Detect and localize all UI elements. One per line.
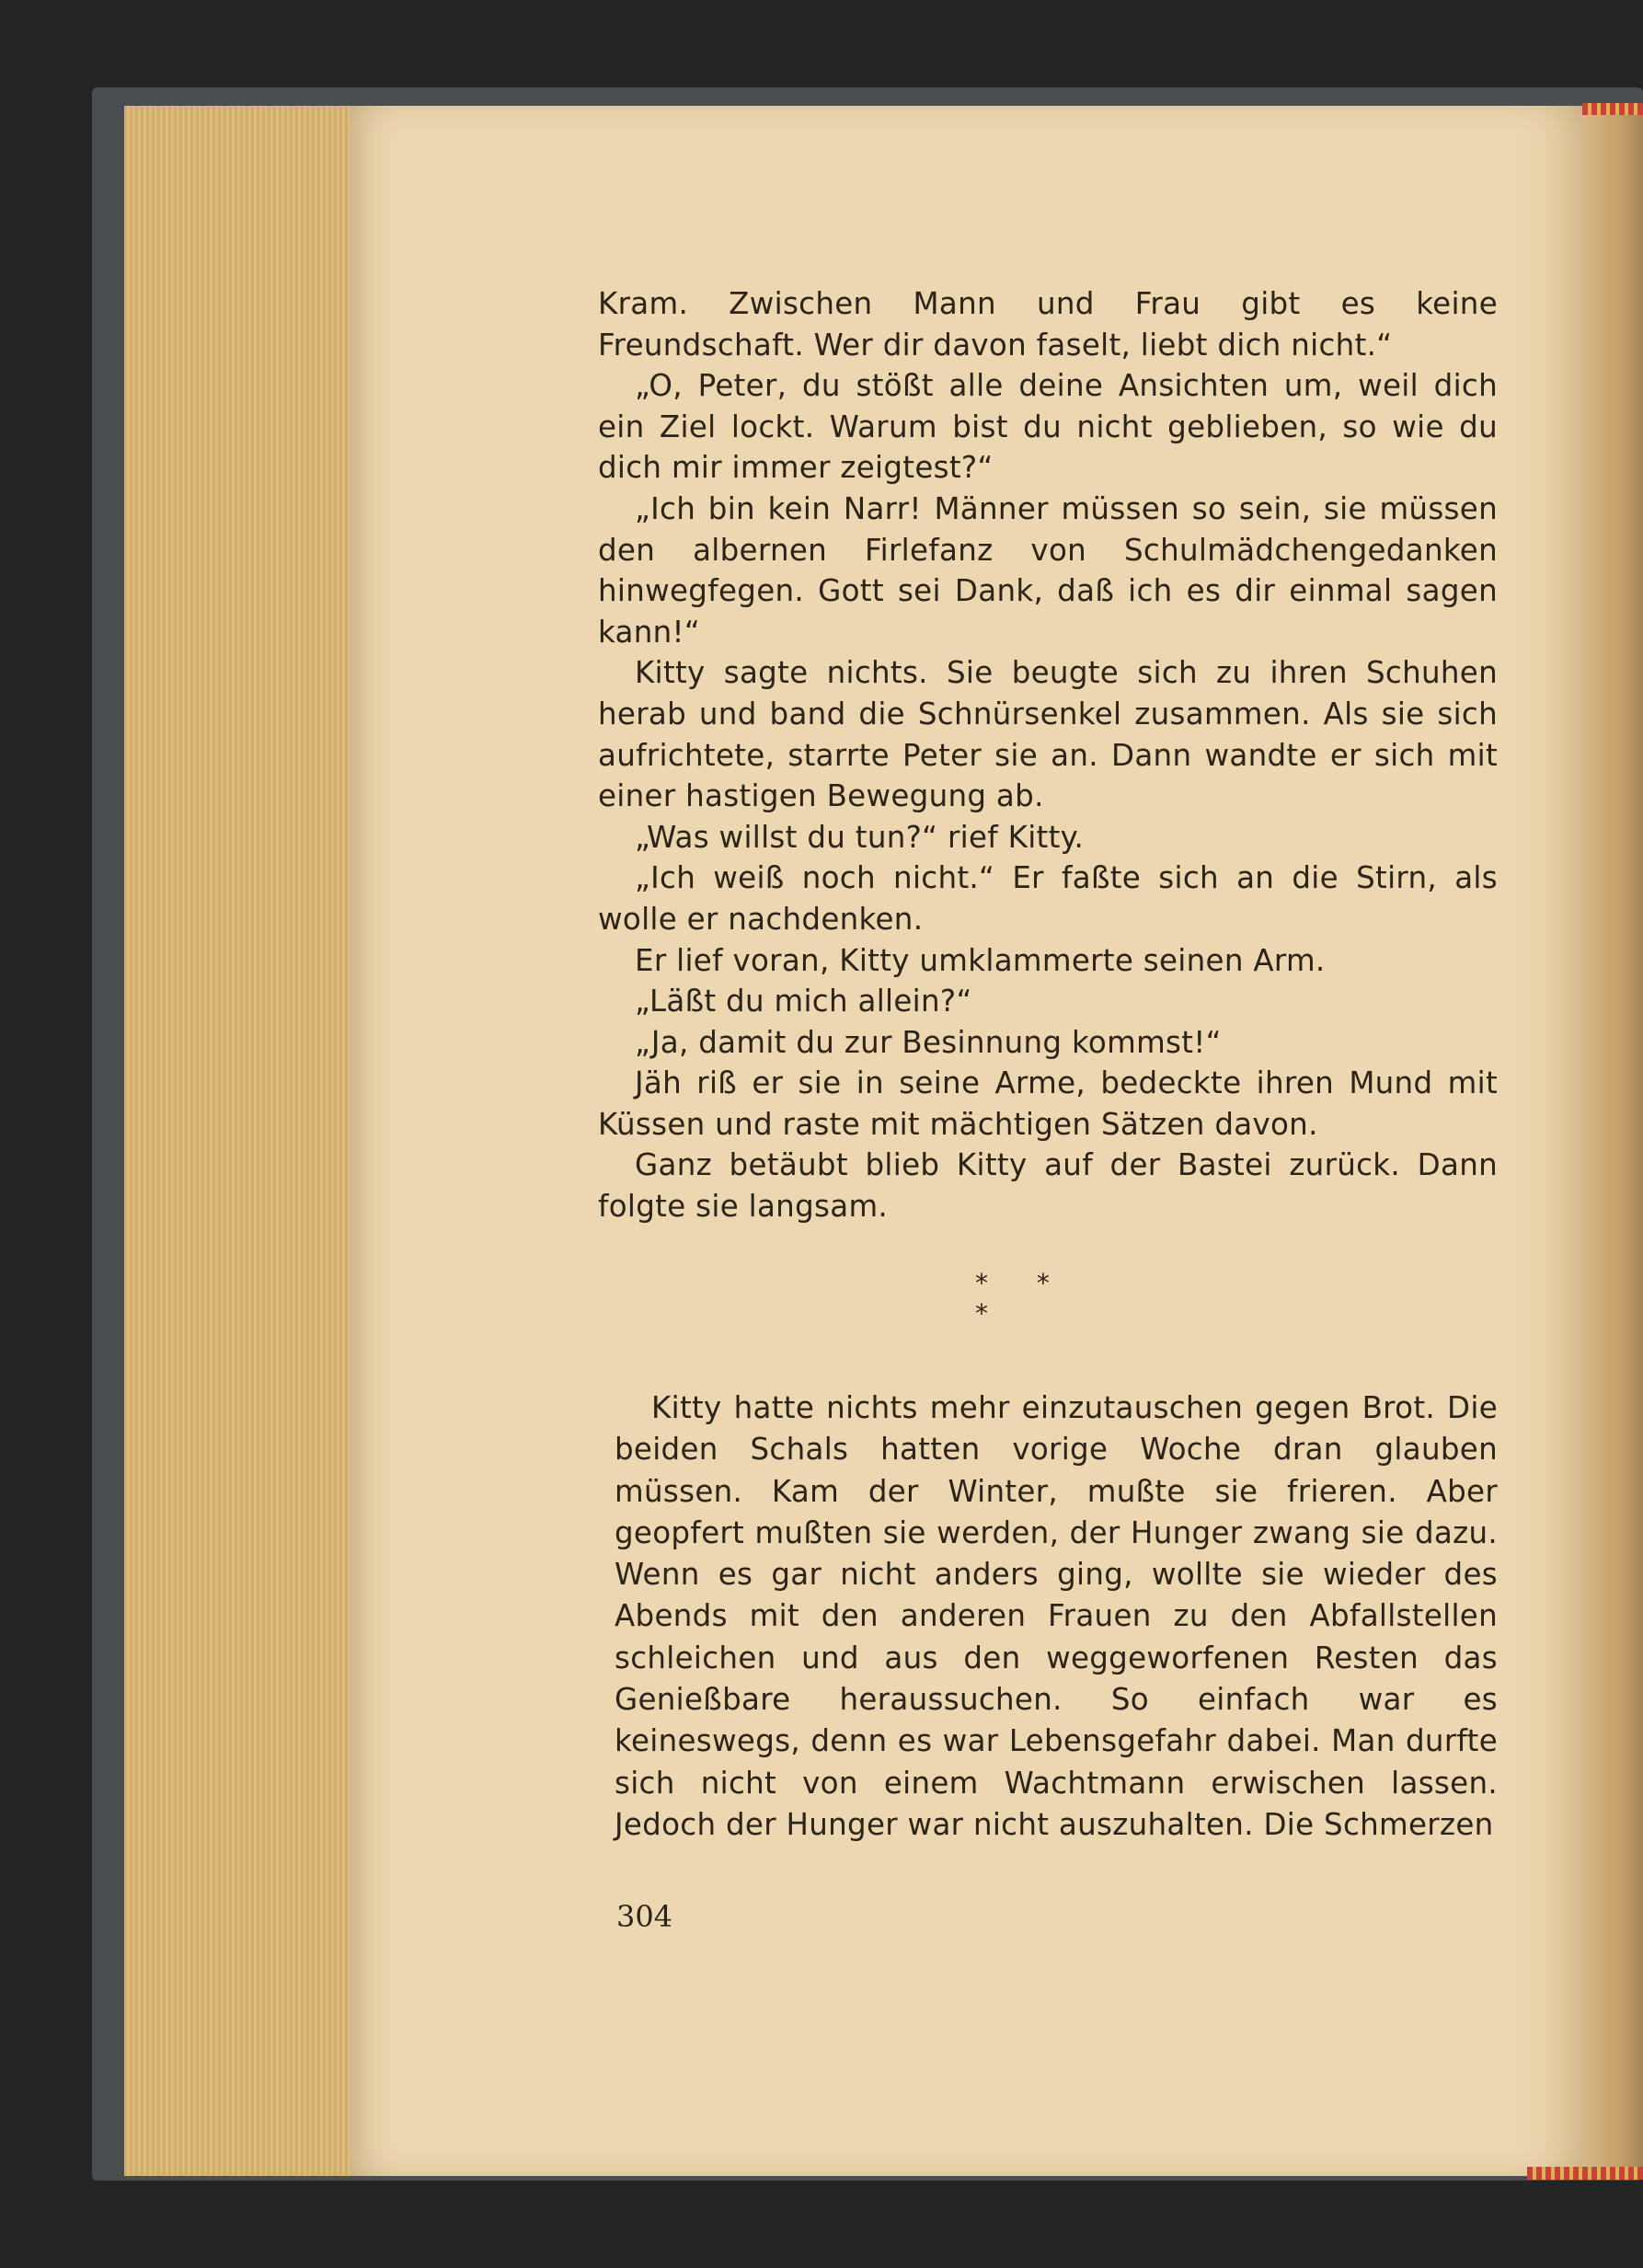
paragraph: „Was willst du tun?“ rief Kitty. (635, 819, 1085, 855)
paragraph: Jäh riß er sie in seine Arme, bedeckte ihren Mund mit Küssen und raste mit mächtigen Sätzen davon. (598, 1065, 1498, 1142)
paragraph: Kitty hatte nichts mehr einzutauschen gegen Brot. Die beiden Schals hatten vorige Woche dran glauben müssen. Kam der Winter, mußte sie frieren. Aber geopfert mußten sie werden, der Hunger zwang sie dazu. Wenn es gar nicht anders ging, wollte sie wieder des Abends mit den anderen Frauen zu den Abfallstellen schleichen und aus den weggeworfenen Resten das Genießbare heraussuchen. So einfach war es keineswegs, denn es war Lebensgefahr dabei. Man durfte sich nicht von einem Wachtmann erwischen lassen. Jedoch der Hunger war nicht auszuhalten. Die Schmerzen (615, 1390, 1498, 1842)
paragraph: Ganz betäubt blieb Kitty auf der Bastei zurück. Dann folgte sie langsam. (598, 1147, 1498, 1225)
page-number: 304 (616, 1899, 673, 1934)
spine-headband-bottom (1527, 2167, 1643, 2180)
paragraph: „Ja, damit du zur Besinnung kommst!“ (635, 1024, 1222, 1060)
section-separator: * * * (975, 1268, 1070, 1329)
facing-page-gutter (1582, 115, 1643, 2176)
page-edges (124, 106, 365, 2176)
paragraph: „Läßt du mich allein?“ (635, 984, 972, 1019)
spine-headband-top (1582, 103, 1643, 116)
paragraph: Er lief voran, Kitty umklammerte seinen Arm. (635, 942, 1326, 978)
paragraph: Kram. Zwischen Mann und Frau gibt es keine Freundschaft. Wer dir davon faselt, liebt dich nicht.“ (598, 286, 1498, 363)
paragraph: „Ich weiß noch nicht.“ Er faßte sich an die Stirn, als wolle er nachdenken. (598, 860, 1498, 937)
paragraph: „Ich bin kein Narr! Männer müssen so sein, sie müssen den albernen Firlefanz von Schulmädchengedanken hinwegfegen. Gott sei Dank, daß ich es dir einmal sagen kann!“ (598, 490, 1498, 650)
body-text-bottom (615, 1387, 1498, 1846)
paragraph: „O, Peter, du stößt alle deine Ansichten um, weil dich ein Ziel lockt. Warum bist du nicht geblieben, so wie du dich mir immer zeigtest?“ (598, 368, 1498, 486)
paragraph: Kitty sagte nichts. Sie beugte sich zu ihren Schuhen herab und band die Schnürsenkel zusammen. Als sie sich aufrichtete, starrte Peter sie an. Dann wandte er sich mit einer hastigen Bewegung ab. (598, 655, 1498, 814)
body-text-top (598, 283, 1498, 1227)
